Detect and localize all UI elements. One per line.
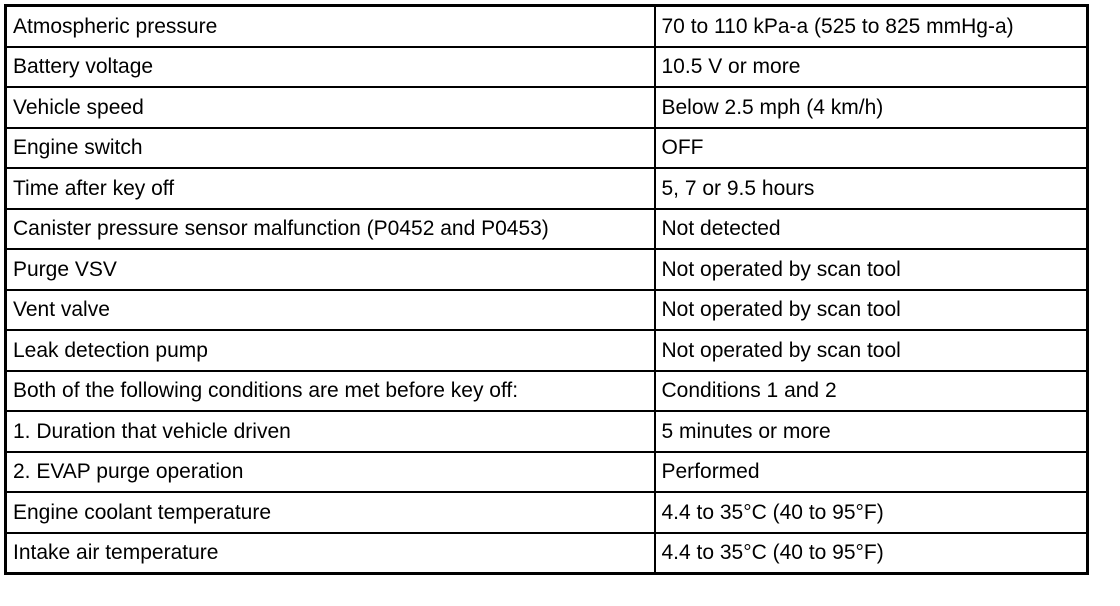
item-cell: 1. Duration that vehicle driven (6, 411, 655, 452)
item-cell: Both of the following conditions are met before key off: (6, 371, 655, 412)
item-cell: Vent valve (6, 290, 655, 331)
condition-cell: Not operated by scan tool (655, 330, 1088, 371)
item-cell: Purge VSV (6, 249, 655, 290)
condition-cell: 4.4 to 35°C (40 to 95°F) (655, 492, 1088, 533)
table-row (6, 533, 1088, 574)
condition-cell: Performed (655, 452, 1088, 493)
table-row (6, 411, 1088, 452)
table-row (6, 290, 1088, 331)
item-cell: Atmospheric pressure (6, 6, 655, 47)
condition-cell: 5, 7 or 9.5 hours (655, 168, 1088, 209)
condition-cell: Not operated by scan tool (655, 249, 1088, 290)
item-cell: Canister pressure sensor malfunction (P0452 and P0453) (6, 209, 655, 250)
table-row (6, 168, 1088, 209)
item-cell: 2. EVAP purge operation (6, 452, 655, 493)
condition-cell: 10.5 V or more (655, 47, 1088, 88)
item-cell: Vehicle speed (6, 87, 655, 128)
item-cell: Intake air temperature (6, 533, 655, 574)
item-cell: Time after key off (6, 168, 655, 209)
condition-cell: OFF (655, 128, 1088, 169)
condition-cell: 5 minutes or more (655, 411, 1088, 452)
condition-cell: 4.4 to 35°C (40 to 95°F) (655, 533, 1088, 574)
item-cell: Engine switch (6, 128, 655, 169)
item-cell: Leak detection pump (6, 330, 655, 371)
condition-cell: Not operated by scan tool (655, 290, 1088, 331)
table-row (6, 209, 1088, 250)
condition-cell: Below 2.5 mph (4 km/h) (655, 87, 1088, 128)
table-row (6, 249, 1088, 290)
table-row (6, 452, 1088, 493)
table-row (6, 492, 1088, 533)
table-row (6, 128, 1088, 169)
condition-cell: Conditions 1 and 2 (655, 371, 1088, 412)
condition-cell: 70 to 110 kPa-a (525 to 825 mmHg-a) (655, 6, 1088, 47)
item-cell: Engine coolant temperature (6, 492, 655, 533)
table-row (6, 6, 1088, 47)
conditions-table (4, 4, 1089, 575)
table-row (6, 330, 1088, 371)
table-row (6, 87, 1088, 128)
item-cell: Battery voltage (6, 47, 655, 88)
table-row (6, 47, 1088, 88)
table-row (6, 371, 1088, 412)
condition-cell: Not detected (655, 209, 1088, 250)
